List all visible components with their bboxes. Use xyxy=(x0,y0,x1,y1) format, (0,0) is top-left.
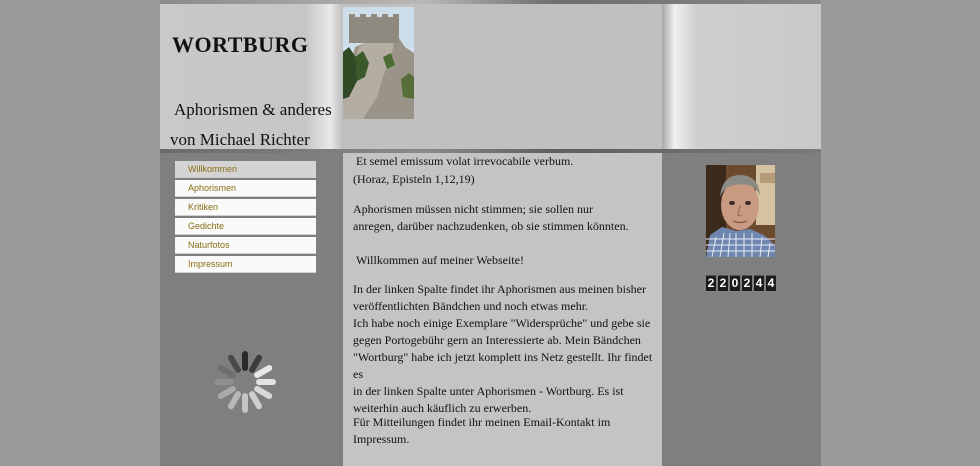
author-portrait xyxy=(706,165,775,257)
intro-line: gegen Portogebühr gern an Interessierte ab. Mein Bändchen xyxy=(353,333,641,347)
counter-digit: 4 xyxy=(755,276,763,290)
site-header xyxy=(160,4,821,149)
intro-line: In der linken Spalte findet ihr Aphorismen aus meinen bisher xyxy=(353,282,646,296)
counter-digit: 0 xyxy=(731,276,739,290)
counter-digit: 4 xyxy=(767,276,775,290)
counter-digit: 2 xyxy=(719,276,727,290)
main-navigation xyxy=(175,161,316,275)
castle-photo xyxy=(343,7,414,119)
contact-line: Impressum. xyxy=(353,432,410,446)
intro-line: in der linken Spalte unter Aphorismen - Wortburg. Es ist xyxy=(353,384,624,398)
nav-item-kritiken[interactable]: Kritiken xyxy=(175,199,316,216)
loading-spinner-icon xyxy=(213,350,277,414)
site-author: von Michael Richter xyxy=(170,130,310,149)
header-right-panel xyxy=(662,4,821,149)
nav-item-aphorismen[interactable]: Aphorismen xyxy=(175,180,316,197)
main-content xyxy=(343,153,662,466)
latin-quote: Et semel emissum volat irrevocabile verbum. xyxy=(356,154,574,168)
intro-line: veröffentlichten Bändchen und noch etwas mehr. xyxy=(353,299,589,313)
nav-item-impressum[interactable]: Impressum xyxy=(175,256,316,273)
intro-line: Ich habe noch einige Exemplare "Widersprüche" und gebe sie xyxy=(353,316,651,330)
site-title: WORTBURG xyxy=(172,32,309,57)
nav-item-gedichte[interactable]: Gedichte xyxy=(175,218,316,235)
nav-item-naturfotos[interactable]: Naturfotos xyxy=(175,237,316,254)
quote-source: (Horaz, Episteln 1,12,19) xyxy=(353,172,475,186)
counter-digit: 2 xyxy=(707,276,715,290)
contact-line: Für Mitteilungen findet ihr meinen Email-Kontakt im xyxy=(353,415,611,429)
intro-line: "Wortburg" habe ich jetzt komplett ins Netz gestellt. Ihr findet es xyxy=(353,350,653,381)
nav-item-willkommen[interactable]: Willkommen xyxy=(175,161,316,178)
intro-paragraph xyxy=(353,281,658,417)
counter-digit: 2 xyxy=(743,276,751,290)
header-left-panel xyxy=(160,4,343,149)
aphorism-line-2: anregen, darüber nachzudenken, ob sie stimmen könnten. xyxy=(353,219,629,233)
visitor-counter xyxy=(706,275,776,291)
aphorism-line-1: Aphorismen müssen nicht stimmen; sie sollen nur xyxy=(353,202,593,216)
site-subtitle: Aphorismen & anderes xyxy=(174,100,332,119)
welcome-text: Willkommen auf meiner Webseite! xyxy=(356,253,524,267)
page xyxy=(160,0,821,466)
contact-paragraph xyxy=(353,414,658,448)
intro-line: weiterhin auch käuflich zu erwerben. xyxy=(353,401,532,415)
